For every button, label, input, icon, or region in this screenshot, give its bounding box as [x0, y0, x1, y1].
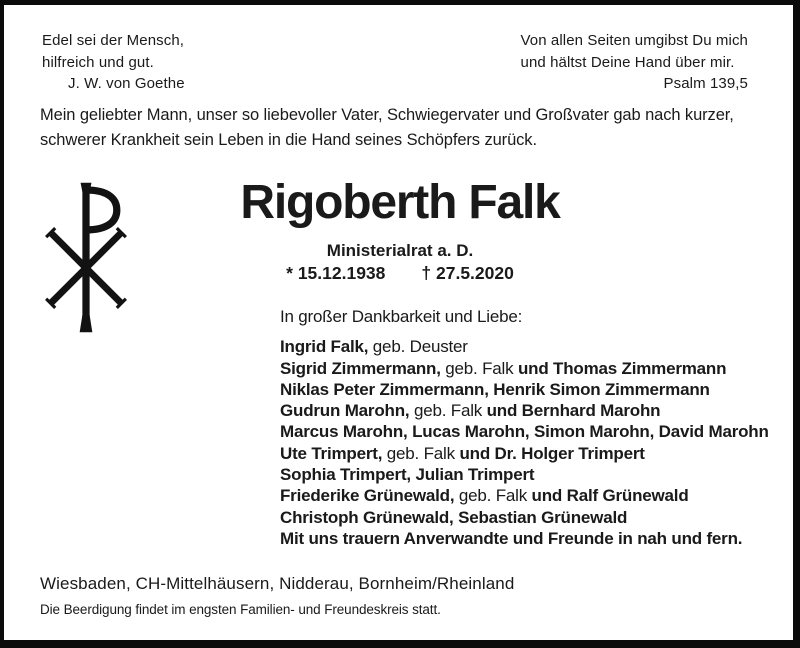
mourner-name: Friederike Grünewald,: [280, 486, 455, 506]
goethe-quote: [42, 30, 185, 95]
mourner-name: Mit uns trauern Anverwandte und Freunde in nah und fern.: [280, 528, 743, 548]
mourner-name: Ingrid Falk,: [280, 337, 369, 357]
life-dates: [0, 263, 800, 284]
quote-attribution: Psalm 139,5: [663, 75, 748, 92]
mourner-line: [280, 528, 769, 549]
mourner-note: geb. Deuster: [368, 337, 468, 357]
mourner-line: [280, 507, 769, 528]
cities-line: Wiesbaden, CH-Mittelhäusern, Nidderau, Bornheim/Rheinland: [40, 574, 515, 593]
mourner-name: und Bernhard Marohn: [486, 401, 661, 421]
quote-line: und hältst Deine Hand über mir.: [520, 53, 735, 71]
quote-line: hilfreich und gut.: [42, 53, 154, 71]
quote-line: Edel sei der Mensch,: [42, 32, 185, 49]
mourner-name: Marcus Marohn, Lucas Marohn, Simon Marohn, David Marohn: [280, 422, 769, 442]
mourner-name: Niklas Peter Zimmermann, Henrik Simon Zimmermann: [280, 379, 710, 399]
mourner-line: [280, 443, 769, 464]
mourner-name: Sigrid Zimmermann,: [280, 358, 441, 378]
mourner-line: [280, 464, 769, 485]
deceased-name: Rigoberth Falk: [240, 176, 560, 229]
funeral-note: Die Beerdigung findet im engsten Familien- und Freundeskreis statt.: [40, 602, 441, 617]
intro-line: Mein geliebter Mann, unser so liebevoller Vater, Schwiegervater und Großvater gab nach kurzer,: [40, 106, 734, 124]
quote-attribution: J. W. von Goethe: [68, 75, 185, 92]
mourner-note: geb. Falk: [409, 401, 487, 421]
mourner-line: [280, 379, 769, 400]
mourner-line: [280, 400, 769, 421]
birth-date: * 15.12.1938: [286, 263, 386, 283]
deceased-title: Ministerialrat a. D.: [326, 241, 474, 260]
mourner-line: [280, 485, 769, 506]
mourners-list: [280, 336, 769, 549]
mourners-intro: In großer Dankbarkeit und Liebe:: [280, 307, 523, 326]
mourner-note: geb. Falk: [382, 443, 460, 463]
mourner-line: [280, 358, 769, 379]
intro-text: [40, 103, 734, 153]
mourners-section: [280, 306, 769, 549]
mourner-name: und Dr. Holger Trimpert: [459, 443, 645, 463]
mourner-name: und Thomas Zimmermann: [517, 358, 727, 378]
psalm-quote: [521, 30, 749, 95]
mourner-name: Sophia Trimpert, Julian Trimpert: [280, 465, 535, 485]
mourner-note: geb. Falk: [440, 358, 518, 378]
quote-line: Von allen Seiten umgibst Du mich: [520, 32, 748, 49]
intro-line: schwerer Krankheit sein Leben in die Hand seines Schöpfers zurück.: [40, 131, 537, 149]
death-date: † 27.5.2020: [421, 263, 514, 283]
mourner-name: Christoph Grünewald, Sebastian Grünewald: [280, 507, 628, 527]
mourner-name: Gudrun Marohn,: [280, 401, 410, 421]
mourner-line: [280, 421, 769, 442]
mourner-note: geb. Falk: [454, 486, 532, 506]
mourner-name: Ute Trimpert,: [280, 443, 383, 463]
mourner-name: und Ralf Grünewald: [531, 486, 689, 506]
mourner-line: [280, 336, 769, 357]
